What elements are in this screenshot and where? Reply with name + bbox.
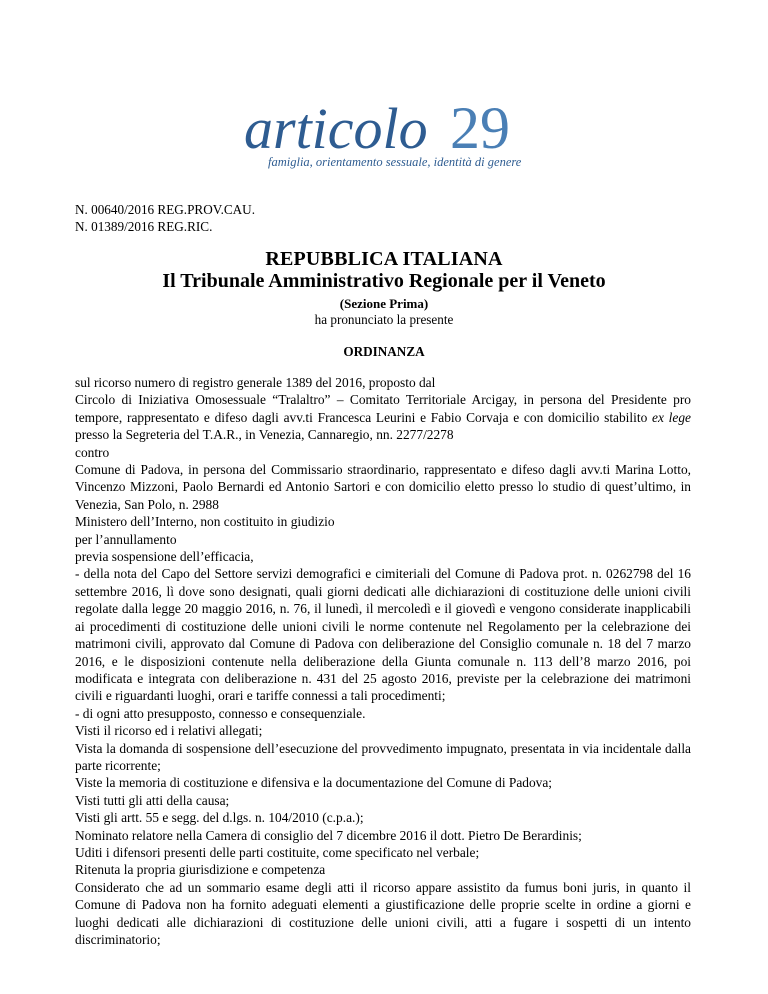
- italic-term: ex lege: [652, 409, 691, 425]
- ref-prov-cau: N. 00640/2016 REG.PROV.CAU.: [75, 202, 256, 217]
- court-section: (Sezione Prima): [339, 296, 429, 311]
- paragraph: - di ogni atto presupposto, connesso e consequenziale.: [75, 705, 366, 721]
- paragraph: Viste la memoria di costituzione e difensiva e la documentazione del Comune di Padova;: [75, 775, 553, 791]
- paragraph: sul ricorso numero di registro generale 1389 del 2016, proposto dal: [75, 375, 436, 390]
- paragraph: Ritenuta la propria giurisdizione e competenza: [75, 862, 326, 878]
- paragraph: Visti il ricorso ed i relativi allegati;: [75, 723, 263, 739]
- paragraph-applicant: [75, 391, 691, 443]
- paragraph: Nominato relatore nella Camera di consiglio del 7 dicembre 2016 il dott. Pietro De Berardinis;: [75, 827, 582, 843]
- pronounced-line: ha pronunciato la presente: [314, 312, 454, 327]
- ordinance-body: [75, 374, 691, 948]
- logo-tagline: famiglia, orientamento sessuale, identità di genere: [268, 155, 522, 169]
- paragraph: per l’annullamento: [75, 531, 177, 547]
- paragraph: Visti tutti gli atti della causa;: [75, 792, 230, 808]
- paragraph: Ministero dell’Interno, non costituito in giudizio: [75, 514, 335, 530]
- applicant-text-end: presso la Segreteria del T.A.R., in Venezia, Cannaregio, nn. 2277/2278: [75, 427, 454, 443]
- paragraph: previa sospensione dell’efficacia,: [75, 549, 254, 565]
- paragraph-contested-act: - della nota del Capo del Settore servizi demografici e cimiteriali del Comune di Padova prot. n. 0262798 del 16 settembre 2016, lì dove sono designati, quali giorni dedicati alle dichiarazioni di costituzione delle unioni civili regolate dalla legge 20 maggio 2016, n. 76, il lunedì, il mercoledì e il giovedì e vengono considerate inapplicabili ai procedimenti di costituzione delle unioni civili le norme contenute nel Regolamento per la celebrazione dei matrimoni civili, approvato dal Comune di Padova con deliberazione del Consiglio comunale n. 18 del 7 marzo 2016, e le disposizioni contenute nella deliberazione della Giunta comunale n. 113 dell’8 marzo 2016, poi modificata e integrata con deliberazione n. 431 del 25 agosto 2016, previste per la celebrazione dei matrimoni civili e riguardanti luoghi, orari e tariffe connessi a tali procedimenti;: [75, 566, 691, 704]
- paragraph: Vista la domanda di sospensione dell’esecuzione del provvedimento impugnato, presentata in via incidentale dalla parte ricorrente;: [75, 740, 691, 773]
- paragraph: Uditi i difensori presenti delle parti costituite, come specificato nel verbale;: [75, 844, 480, 860]
- paragraph: Visti gli artt. 55 e segg. del d.lgs. n. 104/2010 (c.p.a.);: [75, 810, 364, 826]
- doc-title: REPUBBLICA ITALIANA: [265, 248, 503, 270]
- court-name: Il Tribunale Amministrativo Regionale per il Veneto: [162, 270, 606, 292]
- case-references: [75, 201, 255, 235]
- articolo29-logo: [238, 96, 538, 170]
- logo-word: articolo: [244, 96, 428, 161]
- paragraph-respondent: Comune di Padova, in persona del Commissario straordinario, rappresentato e difeso dagli avv.ti Marina Lotto, Vincenzo Mizzoni, Paolo Bernardi ed Antonio Sartori e con domicilio eletto presso lo studio di quest’ultimo, in Venezia, San Polo, n. 2988: [75, 462, 691, 512]
- paragraph-considered: Considerato che ad un sommario esame degli atti il ricorso appare assistito da fumus boni juris, in quanto il Comune di Padova non ha fornito adeguati elementi a giustificazione delle proprie scelte in ordine a giorni e luoghi dedicati alle dichiarazioni di costituzione delle unioni civili, atti a fugare i sospetti di un intento discriminatorio;: [75, 879, 691, 947]
- paragraph: contro: [75, 444, 110, 460]
- applicant-text: Circolo di Iniziativa Omosessuale “Tralaltro” – Comitato Territoriale Arcigay, in persona del Presidente pro tempore, rappresentato e difeso dagli avv.ti Francesca Leurini e Fabio Corvaja e con domicilio stabilito: [75, 392, 691, 425]
- doc-type: ORDINANZA: [343, 344, 425, 359]
- ref-ric: N. 01389/2016 REG.RIC.: [75, 219, 213, 234]
- logo-graphic: [238, 96, 538, 170]
- logo-number: 29: [450, 96, 510, 161]
